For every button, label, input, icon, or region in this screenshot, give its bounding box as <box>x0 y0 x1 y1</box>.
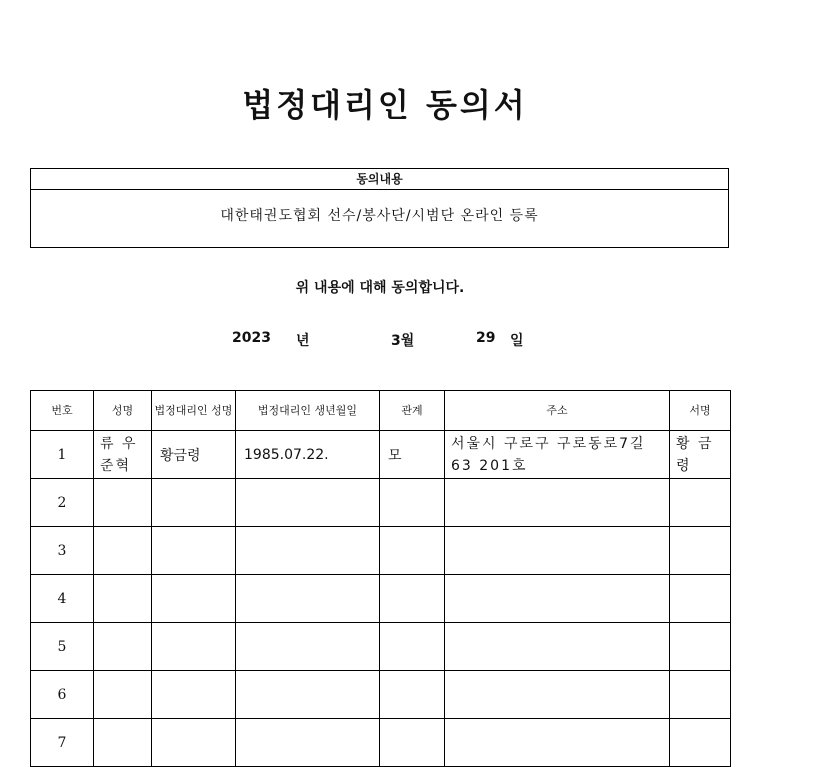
cell-name <box>94 671 152 719</box>
cell-guardian-birth <box>236 527 380 575</box>
header-address: 주소 <box>445 391 670 431</box>
date-month: 3월 <box>391 333 415 349</box>
cell-signature: 황 금 령 <box>670 431 731 479</box>
table-row <box>31 719 731 767</box>
cell-num: 4 <box>31 575 94 623</box>
cell-address <box>445 671 670 719</box>
cell-name <box>94 623 152 671</box>
cell-signature <box>670 575 731 623</box>
cell-name <box>94 479 152 527</box>
cell-address <box>445 527 670 575</box>
cell-relation <box>380 671 445 719</box>
header-guardian-birth: 법정대리인 생년월일 <box>236 391 380 431</box>
cell-address <box>445 719 670 767</box>
cell-guardian-birth <box>236 575 380 623</box>
cell-guardian-name <box>152 527 236 575</box>
cell-relation <box>380 527 445 575</box>
cell-guardian-name <box>152 671 236 719</box>
cell-relation <box>380 719 445 767</box>
document-title: 법정대리인 동의서 <box>242 86 528 124</box>
cell-guardian-birth <box>236 623 380 671</box>
table-row <box>31 431 731 479</box>
date-day: 29 <box>476 330 496 346</box>
cell-name <box>94 527 152 575</box>
cell-signature <box>670 527 731 575</box>
cell-num: 1 <box>31 431 94 479</box>
cell-relation: 모 <box>380 431 445 479</box>
date-day-unit: 일 <box>510 333 524 349</box>
agreement-statement: 위 내용에 대해 동의합니다. <box>295 280 465 296</box>
cell-relation <box>380 623 445 671</box>
cell-name <box>94 575 152 623</box>
cell-name: 류 우 준혁 <box>94 431 152 479</box>
cell-guardian-name <box>152 575 236 623</box>
table-row <box>31 671 731 719</box>
consent-box <box>30 168 729 248</box>
cell-signature <box>670 671 731 719</box>
cell-num: 3 <box>31 527 94 575</box>
header-name: 성명 <box>94 391 152 431</box>
header-num: 번호 <box>31 391 94 431</box>
cell-signature <box>670 623 731 671</box>
table-header-row <box>31 391 731 431</box>
cell-name <box>94 719 152 767</box>
cell-guardian-birth <box>236 479 380 527</box>
cell-guardian-name <box>152 719 236 767</box>
table-row <box>31 479 731 527</box>
cell-guardian-name <box>152 623 236 671</box>
cell-address: 서울시 구로구 구로동로7길 63 201호 <box>445 431 670 479</box>
cell-address <box>445 623 670 671</box>
cell-guardian-birth <box>236 671 380 719</box>
cell-num: 6 <box>31 671 94 719</box>
cell-address <box>445 575 670 623</box>
header-guardian-name: 법정대리인 성명 <box>152 391 236 431</box>
cell-relation <box>380 575 445 623</box>
consent-header: 동의내용 <box>31 169 728 190</box>
cell-num: 2 <box>31 479 94 527</box>
cell-num: 5 <box>31 623 94 671</box>
table-row <box>31 575 731 623</box>
date-year: 2023 <box>232 330 271 346</box>
consent-content: 대한태권도협회 선수/봉사단/시범단 온라인 등록 <box>220 208 539 224</box>
cell-num: 7 <box>31 719 94 767</box>
cell-address <box>445 479 670 527</box>
table-row <box>31 623 731 671</box>
header-relation: 관계 <box>380 391 445 431</box>
cell-signature <box>670 479 731 527</box>
table-row <box>31 527 731 575</box>
date-year-unit: 년 <box>296 333 310 349</box>
cell-guardian-birth: 1985.07.22. <box>236 431 380 479</box>
cell-relation <box>380 479 445 527</box>
cell-guardian-name <box>152 479 236 527</box>
registration-table <box>30 390 731 767</box>
header-signature: 서명 <box>670 391 731 431</box>
cell-guardian-birth <box>236 719 380 767</box>
cell-signature <box>670 719 731 767</box>
cell-guardian-name: 황금령 <box>152 431 236 479</box>
